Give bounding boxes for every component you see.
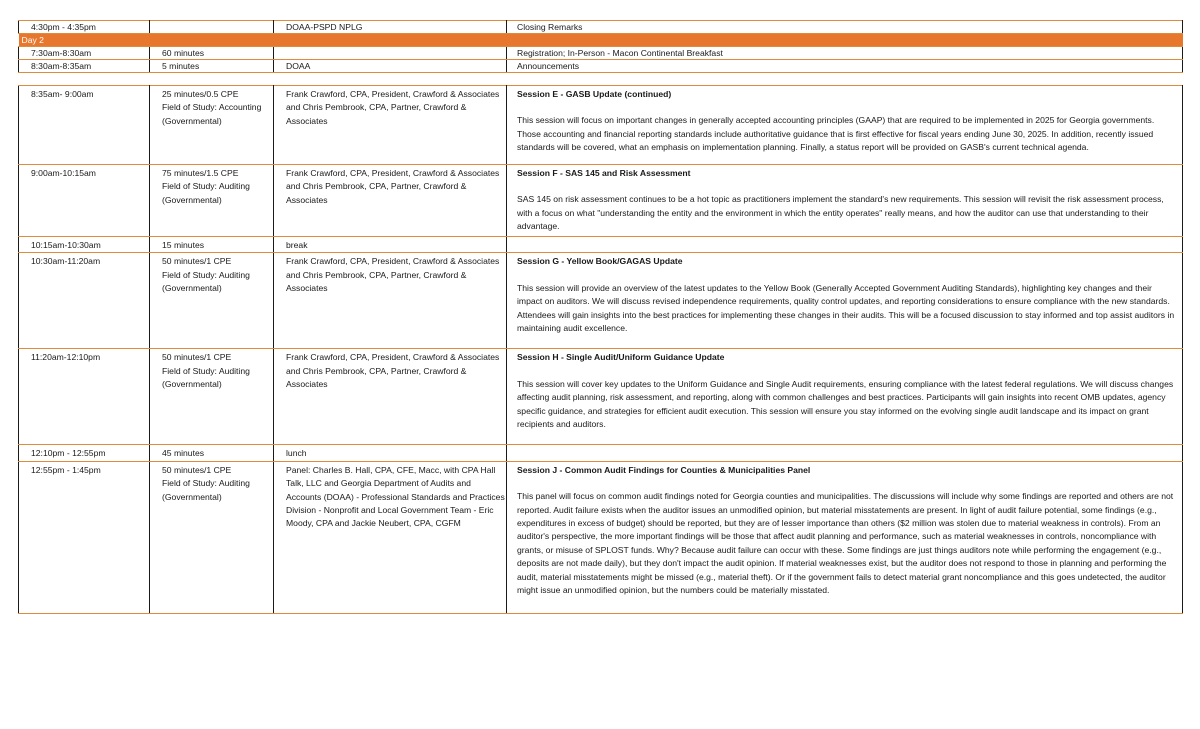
session-description: This session will provide an overview of the latest updates to the Yellow Book (Generally Accepted Government Auditing Standards), highlighting key changes and their impact on auditors. We will discuss revised independence requirements, quality control updates, and reporting considerations to ensure compliance with the new standards. Attendees will gain insights into the best practices for implementing these changes in their audits. This will be a focused discussion to stay informed and top assist auditors in maintaining audit excellence. bbox=[517, 282, 1175, 334]
presenter-cell: DOAA bbox=[274, 60, 507, 73]
session-title: Session E - GASB Update (continued) bbox=[517, 89, 672, 99]
time-cell: 7:30am-8:30am bbox=[19, 47, 150, 60]
session-description: This session will focus on important changes in generally accepted accounting principles (GAAP) that are required to be implemented in 2025 for Georgia governments. Those accounting and financial reporting standards include authoritative guidance that is first effective for fiscal years ending June 30, 2025. In addition, recently issued standards will be covered, what an emphasis on implementation planning. Finally, a status report will be provided on GASB's current technical agenda. bbox=[517, 115, 1155, 153]
topic-cell: Announcements bbox=[507, 60, 1183, 73]
duration-cell: 45 minutes bbox=[150, 445, 274, 461]
time-cell: 10:30am-11:20am bbox=[19, 253, 150, 349]
session-cell bbox=[507, 445, 1183, 461]
time-cell: 12:55pm - 1:45pm bbox=[19, 461, 150, 613]
presenter-cell bbox=[274, 47, 507, 60]
duration-text: 50 minutes/1 CPE bbox=[162, 464, 232, 475]
time-cell: 8:35am- 9:00am bbox=[19, 86, 150, 165]
lunch-row bbox=[19, 445, 1183, 461]
session-row bbox=[19, 461, 1183, 613]
time-cell: 10:15am-10:30am bbox=[19, 237, 150, 253]
duration-cell bbox=[150, 461, 274, 613]
session-title: Session H - Single Audit/Uniform Guidance Update bbox=[517, 352, 725, 363]
presenter-cell: Frank Crawford, CPA, President, Crawford & Associates and Chris Pembrook, CPA, Partner, Crawford & Associates bbox=[274, 253, 507, 349]
schedule-table-sessions bbox=[18, 85, 1183, 614]
duration-cell bbox=[150, 349, 274, 445]
presenter-cell: break bbox=[274, 237, 507, 253]
time-cell: 8:30am-8:35am bbox=[19, 60, 150, 73]
presenter-cell: lunch bbox=[274, 445, 507, 461]
duration-cell: 15 minutes bbox=[150, 237, 274, 253]
field-of-study: Field of Study: Auditing (Governmental) bbox=[162, 181, 250, 205]
duration-text: 75 minutes/1.5 CPE bbox=[162, 168, 239, 178]
session-cell bbox=[507, 349, 1183, 445]
topic-cell: Closing Remarks bbox=[507, 21, 1183, 34]
session-title: Session F - SAS 145 and Risk Assessment bbox=[517, 168, 691, 178]
time-cell: 11:20am-12:10pm bbox=[19, 349, 150, 445]
session-cell bbox=[507, 86, 1183, 165]
session-description: SAS 145 on risk assessment continues to be a hot topic as practitioners implement the standard's new requirements. This session will revisit the risk assessment process, with a focus on what "understanding the entity and the environment in which the entity operates" really means, and how the auditor can use that understanding to their advantage. bbox=[517, 194, 1164, 232]
duration-cell: 60 minutes bbox=[150, 47, 274, 60]
session-cell bbox=[507, 253, 1183, 349]
session-description: This session will cover key updates to the Uniform Guidance and Single Audit requirements, ensuring compliance with the latest federal regulations. We will discuss changes affecting audit planning, risk assessment, and reporting, along with common challenges and best practices. Participants will gain insights into recent OMB updates, agency specific guidance, and strategies for efficient audit execution. This session will ensure you stay informed on the evolving single audit landscape and its impact on grant recipients and auditors. bbox=[517, 378, 1174, 430]
session-title: Session J - Common Audit Findings for Counties & Municipalities Panel bbox=[517, 464, 811, 475]
day-header-row bbox=[19, 34, 1183, 47]
duration-cell bbox=[150, 86, 274, 165]
duration-cell bbox=[150, 21, 274, 34]
presenter-cell: Panel: Charles B. Hall, CPA, CFE, Macc, with CPA Hall Talk, LLC and Georgia Department of Audits and Accounts (DOAA) - Professional Standards and Practices Division - Nonprofit and Local Government Team - Eric Moody, CPA and Jackie Neubert, CPA, CGFM bbox=[274, 461, 507, 613]
session-row bbox=[19, 86, 1183, 165]
field-of-study: Field of Study: Accounting (Governmental) bbox=[162, 102, 262, 126]
duration-text: 25 minutes/0.5 CPE bbox=[162, 89, 239, 99]
table-row bbox=[19, 21, 1183, 34]
presenter-cell: Frank Crawford, CPA, President, Crawford & Associates and Chris Pembrook, CPA, Partner, Crawford & Associates bbox=[274, 349, 507, 445]
session-row bbox=[19, 253, 1183, 349]
duration-cell bbox=[150, 253, 274, 349]
duration-text: 50 minutes/1 CPE bbox=[162, 352, 232, 363]
presenter-cell: Frank Crawford, CPA, President, Crawford & Associates and Chris Pembrook, CPA, Partner, Crawford & Associates bbox=[274, 165, 507, 237]
break-row bbox=[19, 237, 1183, 253]
table-row bbox=[19, 47, 1183, 60]
field-of-study: Field of Study: Auditing (Governmental) bbox=[162, 269, 250, 294]
field-of-study: Field of Study: Auditing (Governmental) bbox=[162, 365, 250, 390]
session-row bbox=[19, 349, 1183, 445]
time-cell: 4:30pm - 4:35pm bbox=[19, 21, 150, 34]
table-row bbox=[19, 60, 1183, 73]
time-cell: 12:10pm - 12:55pm bbox=[19, 445, 150, 461]
presenter-cell: Frank Crawford, CPA, President, Crawford & Associates and Chris Pembrook, CPA, Partner, Crawford & Associates bbox=[274, 86, 507, 165]
session-cell bbox=[507, 237, 1183, 253]
presenter-cell: DOAA-PSPD NPLG bbox=[274, 21, 507, 34]
topic-cell: Registration; In-Person - Macon Continental Breakfast bbox=[507, 47, 1183, 60]
session-description: This panel will focus on common audit findings noted for Georgia counties and municipalities. The discussions will include why some findings are reported and others are not reported. Audit failure exists when the auditor issues an unmodified opinion, but material misstatements are present. In light of audit failure potential, some findings (e.g., expenditures in excess of budget) should be reported, but they are of lesser importance than others ($2 million was stolen due to material weakness in controls). From an auditor's perspective, the more important findings will be those that affect audit planning and performance, such as material weaknesses in controls, noncompliance with grants, or misuse of SPLOST funds. Why? Because audit failure can occur with these. Some findings are just things auditors note while performing the engagement (e.g., deposits are not made daily), but they don't impact the audit opinion. If material weaknesses exist, but the auditor does not respond to those in planning and performing the audit, material misstatements might be missed (e.g., material theft). Or if the government fails to detect material grant noncompliance and this goes undetected, the auditor might issue an unmodified opinion, but the numbers could be materially misstated. bbox=[517, 491, 1174, 596]
session-row bbox=[19, 165, 1183, 237]
day-label: Day 2 bbox=[19, 34, 1183, 47]
time-cell: 9:00am-10:15am bbox=[19, 165, 150, 237]
field-of-study: Field of Study: Auditing (Governmental) bbox=[162, 478, 250, 502]
session-title: Session G - Yellow Book/GAGAS Update bbox=[517, 256, 683, 267]
schedule-table-top bbox=[18, 20, 1183, 73]
session-cell bbox=[507, 461, 1183, 613]
session-cell bbox=[507, 165, 1183, 237]
duration-cell bbox=[150, 165, 274, 237]
duration-cell: 5 minutes bbox=[150, 60, 274, 73]
duration-text: 50 minutes/1 CPE bbox=[162, 256, 232, 267]
